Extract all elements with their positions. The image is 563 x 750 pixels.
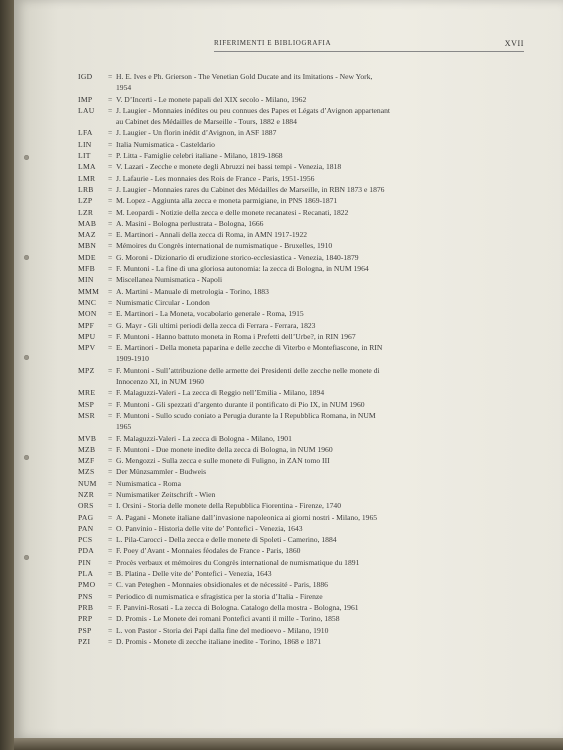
binding-hole [24,255,29,260]
entry-description: Der Münzsammler - Budweis [116,467,207,477]
page-number: XVII [504,39,524,48]
entry-abbreviation: IMP [78,94,93,104]
entry-abbreviation: MPV [78,343,96,353]
equals-sign: = [108,105,113,115]
entry-abbreviation: PAN [78,523,94,533]
entry-description: F. Muntoni - Sull’attribuzione delle armette dei Presidenti delle zecche nelle monete di [116,365,380,375]
entry-description: G. Mengozzi - Sulla zecca e sulle monete di Fuligno, in ZAN tomo III [116,456,330,466]
equals-sign: = [108,399,113,409]
running-header [214,39,524,51]
entry-description: Mémoires du Congrès international de numismatique - Bruxelles, 1910 [116,241,333,251]
bibliography-entry [78,94,528,105]
entry-abbreviation: NZR [78,489,95,499]
equals-sign: = [108,489,113,499]
bibliography-entry [78,568,528,579]
entry-abbreviation: PCS [78,535,93,545]
entry-abbreviation: PLA [78,569,94,579]
entry-abbreviation: LFA [78,128,93,138]
entry-description: V. D’Incerti - Le monete papali del XIX secolo - Milano, 1962 [116,94,307,104]
entry-description: D. Promis - Le Monete dei romani Pontefici avanti il mille - Torino, 1858 [116,614,340,624]
equals-sign: = [108,252,113,262]
equals-sign: = [108,72,113,81]
equals-sign: = [108,546,113,556]
equals-sign: = [108,309,113,319]
entry-abbreviation: MPZ [78,365,95,375]
equals-sign: = [108,467,113,477]
bibliography-entry [78,455,528,466]
bibliography-entry [78,399,528,410]
entry-description: A. Pagani - Monete italiane dall’invasione napoleonica ai giorni nostri - Milano, 1965 [116,512,378,522]
bibliography-entry [78,342,528,353]
entry-abbreviation: MPU [78,331,96,341]
equals-sign: = [108,230,113,240]
entry-description: F. Panvini-Rosati - La zecca di Bologna. Catalogo della mostra - Bologna, 1961 [116,602,359,612]
bibliography-entry [78,625,528,636]
entry-description: J. Laugier - Un florin inédit d’Avignon, in ASF 1887 [116,128,277,138]
bibliography-entry [78,466,528,477]
equals-sign: = [108,388,113,398]
bibliography-entry [78,161,528,172]
bibliography-entry [78,500,528,511]
equals-sign: = [108,501,113,511]
bibliography-entry [78,286,528,297]
entry-description: Numismatic Circular - London [116,297,210,307]
entry-abbreviation: MPF [78,320,95,330]
entry-abbreviation: PDA [78,546,95,556]
bibliography-entry [78,173,528,184]
equals-sign: = [108,614,113,624]
entry-description: E. Martinori - Annali della zecca di Roma, in AMN 1917-1922 [116,230,308,240]
bibliography-entry [78,207,528,218]
equals-sign: = [108,128,113,138]
bibliography-entry [78,613,528,624]
equals-sign: = [108,241,113,251]
entry-description: A. Masini - Bologna perlustrata - Bologna, 1666 [116,218,264,228]
entry-description: M. Leopardi - Notizie della zecca e delle monete recanatesi - Recanati, 1822 [116,207,349,217]
entry-description: A. Martini - Manuale di metrologia - Torino, 1883 [116,286,269,296]
entry-abbreviation: LIT [78,151,91,161]
entry-description: F. Malaguzzi-Valeri - La zecca di Bologna - Milano, 1901 [116,433,292,443]
entry-description: V. Lazari - Zecche e monete degli Abruzzi nei bassi tempi - Venezia, 1818 [116,162,342,172]
entry-description: F. Muntoni - Gli spezzati d’argento durante il pontificato di Pio IX, in NUM 1960 [116,399,365,409]
bibliography-entry [78,297,528,308]
bibliography-entry [78,150,528,161]
bibliography-entry [78,636,528,647]
equals-sign: = [108,286,113,296]
entry-abbreviation: PRP [78,614,93,624]
header-title: RIFERIMENTI E BIBLIOGRAFIA [214,39,332,47]
equals-sign: = [108,433,113,443]
bibliography-entry [78,512,528,523]
bibliography-entry [78,263,528,274]
entry-abbreviation: MAZ [78,230,96,240]
entry-description: L. Pila-Carocci - Della zecca e delle monete di Spoleti - Camerino, 1884 [116,535,337,545]
bibliography-entry [78,444,528,455]
entry-description: Numismatica - Roma [116,478,181,488]
entry-description: F. Muntoni - Sullo scudo coniato a Perugia durante la I Repubblica Romana, in NUM [116,410,376,420]
entry-description: Procès verbaux et mémoires du Congrès international de numismatique du 1891 [116,557,360,567]
entry-abbreviation: LAU [78,105,95,115]
equals-sign: = [108,557,113,567]
entry-abbreviation: MON [78,309,97,319]
bibliography-entry [78,195,528,206]
entry-abbreviation: MVB [78,433,97,443]
bibliography-entry [78,127,528,138]
equals-sign: = [108,580,113,590]
bibliography-list [78,71,528,647]
bibliography-entry [78,71,528,82]
bibliography-entry [78,579,528,590]
entry-abbreviation: MSR [78,410,95,420]
entry-abbreviation: PIN [78,557,92,567]
equals-sign: = [108,207,113,217]
equals-sign: = [108,162,113,172]
entry-description: E. Martinori - Della moneta paparina e delle zecche di Viterbo e Montefiascone, in RIN [116,343,383,353]
entry-description: E. Martinori - La Moneta, vocabolario generale - Roma, 1915 [116,309,304,319]
dark-background-left [0,0,14,750]
entry-description: F. Muntoni - Due monete inedite della zecca di Bologna, in NUM 1960 [116,444,333,454]
entry-abbreviation: PNS [78,591,93,601]
entry-abbreviation: PSP [78,625,92,635]
entry-description: J. Laugier - Monnaies rares du Cabinet des Médailles de Marseille, in RBN 1873 e 1876 [116,184,385,194]
entry-abbreviation: PAG [78,512,94,522]
bibliography-entry [78,591,528,602]
equals-sign: = [108,343,113,353]
equals-sign: = [108,365,113,375]
bibliography-entry [78,545,528,556]
equals-sign: = [108,569,113,579]
entry-continuation: 1954 [116,83,132,93]
entry-abbreviation: LMA [78,162,96,172]
bibliography-entry [78,218,528,229]
bibliography-entry [78,433,528,444]
equals-sign: = [108,320,113,330]
entry-description: P. Litta - Famiglie celebri italiane - Milano, 1819-1868 [116,151,283,161]
entry-abbreviation: LZP [78,196,93,206]
binding-hole [24,355,29,360]
entry-continuation: Innocenzo XI, in NUM 1960 [116,377,204,387]
entry-description: C. van Peteghen - Monnaies obsidionales et de nécessité - Paris, 1886 [116,580,328,590]
entry-description: G. Moroni - Dizionario di erudizione storico-ecclesiastica - Venezia, 1840-1879 [116,252,359,262]
entry-abbreviation: MMM [78,286,100,296]
equals-sign: = [108,173,113,183]
bibliography-entry [78,557,528,568]
equals-sign: = [108,625,113,635]
bibliography-entry [78,139,528,150]
bibliography-entry [78,274,528,285]
bibliography-entry [78,602,528,613]
page-bottom-edge [14,738,563,750]
entry-abbreviation: ORS [78,501,94,511]
entry-abbreviation: MNC [78,297,97,307]
equals-sign: = [108,523,113,533]
entry-abbreviation: MZB [78,444,96,454]
equals-sign: = [108,535,113,545]
bibliography-entry [78,308,528,319]
bibliography-entry [78,478,528,489]
equals-sign: = [108,456,113,466]
entry-abbreviation: LRB [78,184,94,194]
equals-sign: = [108,591,113,601]
bibliography-entry [78,534,528,545]
entry-abbreviation: NUM [78,478,97,488]
entry-description: Miscellanea Numismatica - Napoli [116,275,223,285]
binding-hole [24,455,29,460]
equals-sign: = [108,264,113,274]
entry-description: O. Panvinio - Historia delle vite de’ Pontefici - Venezia, 1643 [116,523,303,533]
entry-description: F. Muntoni - Hanno battuto moneta in Roma i Prefetti dell’Urbe?, in RIN 1967 [116,331,356,341]
binding-hole [24,155,29,160]
binding-hole [24,555,29,560]
entry-abbreviation: PRB [78,602,94,612]
bibliography-entry [78,320,528,331]
entry-continuation: 1909-1910 [116,354,149,364]
header-rule [214,51,524,52]
equals-sign: = [108,94,113,104]
equals-sign: = [108,139,113,149]
entry-abbreviation: MIN [78,275,94,285]
equals-sign: = [108,275,113,285]
equals-sign: = [108,410,113,420]
entry-abbreviation: MSP [78,399,95,409]
entry-description: Italia Numismatica - Casteldario [116,139,215,149]
entry-description: F. Muntoni - La fine di una gloriosa autonomia: la zecca di Bologna, in NUM 1964 [116,264,369,274]
equals-sign: = [108,636,113,646]
bibliography-entry [78,387,528,398]
bibliography-entry [78,331,528,342]
entry-description: F. Poey d’Avant - Monnaies féodales de France - Paris, 1860 [116,546,301,556]
equals-sign: = [108,151,113,161]
entry-description: J. Lafaurie - Les monnaies des Rois de France - Paris, 1951-1956 [116,173,315,183]
entry-description: H. E. Ives e Ph. Grierson - The Venetian Gold Ducate and its Imitations - New York, [116,72,373,81]
bibliography-entry [78,105,528,116]
entry-abbreviation: IGD [78,72,93,81]
entry-abbreviation: MZF [78,456,95,466]
bibliography-entry [78,252,528,263]
entry-description: I. Orsini - Storia delle monete della Repubblica Fiorentina - Firenze, 1740 [116,501,342,511]
equals-sign: = [108,297,113,307]
entry-abbreviation: MRE [78,388,96,398]
bibliography-entry [78,184,528,195]
equals-sign: = [108,331,113,341]
equals-sign: = [108,218,113,228]
bibliography-entry [78,523,528,534]
entry-abbreviation: LIN [78,139,92,149]
entry-description: M. Lopez - Aggiunta alla zecca e moneta parmigiane, in PNS 1869-1871 [116,196,338,206]
equals-sign: = [108,512,113,522]
entry-description: J. Laugier - Monnaies inédites ou peu connues des Papes et Légats d’Avignon appartenant [116,105,391,115]
bibliography-entry [78,365,528,376]
equals-sign: = [108,196,113,206]
bibliography-entry [78,240,528,251]
entry-abbreviation: PMO [78,580,96,590]
entry-abbreviation: LMR [78,173,96,183]
entry-continuation: au Cabinet des Médailles de Marseille - Tours, 1882 e 1884 [116,117,297,127]
entry-abbreviation: MDE [78,252,96,262]
entry-description: B. Platina - Delle vite de’ Pontefici - Venezia, 1643 [116,569,272,579]
entry-abbreviation: MBN [78,241,97,251]
entry-description: D. Promis - Monete di zecche italiane inedite - Torino, 1868 e 1871 [116,636,322,646]
entry-description: F. Malaguzzi-Valeri - La zecca di Reggio nell’Emilia - Milano, 1894 [116,388,325,398]
entry-abbreviation: MAB [78,218,97,228]
equals-sign: = [108,602,113,612]
entry-description: G. Mayr - Gli ultimi periodi della zecca di Ferrara - Ferrara, 1823 [116,320,316,330]
equals-sign: = [108,478,113,488]
entry-continuation: 1965 [116,422,132,432]
entry-description: Numismatiker Zeitschrift - Wien [116,489,216,499]
bibliography-entry [78,410,528,421]
equals-sign: = [108,184,113,194]
entry-description: Periodico di numismatica e sfragistica per la storia d’Italia - Firenze [116,591,323,601]
bibliography-entry [78,229,528,240]
entry-abbreviation: MZS [78,467,95,477]
entry-description: L. von Pastor - Storia dei Papi dalla fine del medioevo - Milano, 1910 [116,625,329,635]
equals-sign: = [108,444,113,454]
entry-abbreviation: MFB [78,264,95,274]
entry-abbreviation: LZR [78,207,94,217]
entry-abbreviation: PZI [78,636,91,646]
bibliography-entry [78,489,528,500]
